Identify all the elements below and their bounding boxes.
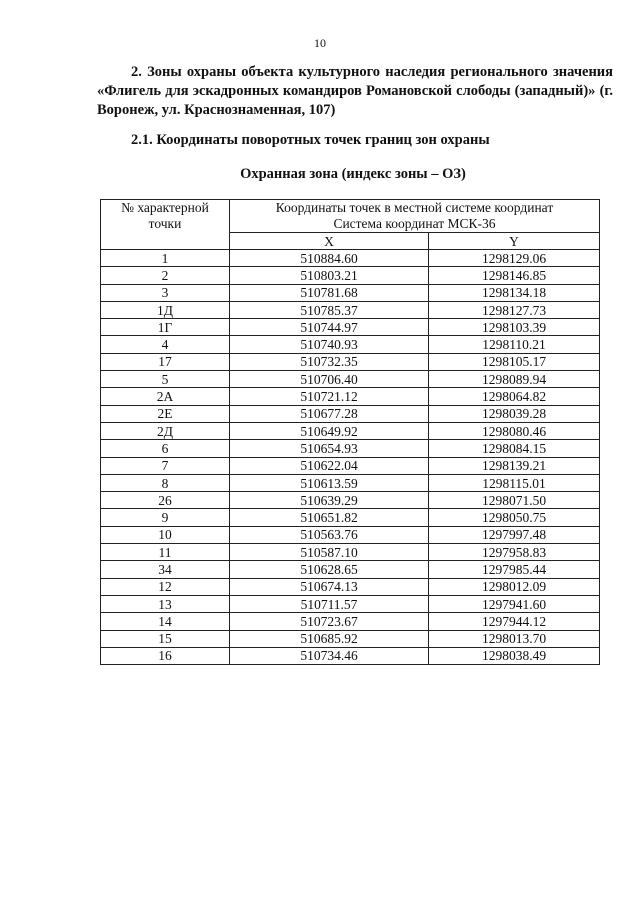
y-cell: 1298129.06 [429,250,600,267]
point-cell: 1Д [101,301,230,318]
x-cell: 510732.35 [230,353,429,370]
x-cell: 510685.92 [230,630,429,647]
point-cell: 2Д [101,422,230,439]
table-row [101,457,600,474]
y-cell: 1298071.50 [429,492,600,509]
coordinates-table [100,199,600,665]
table-row [101,353,600,370]
x-cell: 510803.21 [230,267,429,284]
section-heading: 2. Зоны охраны объекта культурного наследия регионального значения «Флигель для эскадронных командиров Романовской слободы (западный)» (г. Воронеж, ул. Краснознаменная, 107) [97,64,613,118]
y-cell: 1298134.18 [429,284,600,301]
table-row [101,578,600,595]
coordinates-header-line1: Координаты точек в местной системе координат [275,200,554,215]
point-cell: 16 [101,647,230,664]
coordinates-body [101,250,600,665]
y-cell: 1298146.85 [429,267,600,284]
x-cell: 510785.37 [230,301,429,318]
x-cell: 510628.65 [230,561,429,578]
table-row [101,526,600,543]
point-number-header-text: № характерной точки [121,200,209,231]
x-cell: 510613.59 [230,474,429,491]
point-cell: 8 [101,474,230,491]
y-cell: 1298012.09 [429,578,600,595]
y-cell: 1298064.82 [429,388,600,405]
table-row [101,474,600,491]
y-cell: 1298080.46 [429,422,600,439]
subsection-heading: 2.1. Координаты поворотных точек границ зон охраны [131,132,490,148]
point-cell: 34 [101,561,230,578]
table-row [101,319,600,336]
point-cell: 17 [101,353,230,370]
zone-title: Охранная зона (индекс зоны – ОЗ) [240,166,466,182]
table-row [101,388,600,405]
point-cell: 15 [101,630,230,647]
y-cell: 1297944.12 [429,613,600,630]
y-cell: 1298103.39 [429,319,600,336]
y-header: Y [429,233,600,250]
x-cell: 510734.46 [230,647,429,664]
table-row [101,647,600,664]
table-row [101,613,600,630]
point-cell: 2А [101,388,230,405]
x-cell: 510677.28 [230,405,429,422]
table-row [101,509,600,526]
point-cell: 3 [101,284,230,301]
y-cell: 1298039.28 [429,405,600,422]
x-cell: 510654.93 [230,440,429,457]
page-number: 10 [314,36,326,50]
table-row [101,440,600,457]
y-cell: 1297997.48 [429,526,600,543]
x-cell: 510674.13 [230,578,429,595]
point-cell: 10 [101,526,230,543]
point-cell: 2 [101,267,230,284]
x-cell: 510651.82 [230,509,429,526]
table-row [101,371,600,388]
point-cell: 13 [101,595,230,612]
y-cell: 1298127.73 [429,301,600,318]
x-cell: 510721.12 [230,388,429,405]
y-cell: 1298139.21 [429,457,600,474]
point-cell: 11 [101,544,230,561]
x-cell: 510744.97 [230,319,429,336]
table-row [101,422,600,439]
table-row [101,336,600,353]
point-cell: 1 [101,250,230,267]
x-cell: 510884.60 [230,250,429,267]
point-cell: 12 [101,578,230,595]
table-row [101,267,600,284]
y-cell: 1298050.75 [429,509,600,526]
table-row [101,595,600,612]
y-cell: 1298038.49 [429,647,600,664]
y-cell: 1298115.01 [429,474,600,491]
x-cell: 510639.29 [230,492,429,509]
x-cell: 510563.76 [230,526,429,543]
table-row [101,544,600,561]
point-cell: 9 [101,509,230,526]
table-row [101,250,600,267]
y-cell: 1298084.15 [429,440,600,457]
table-row [101,630,600,647]
table-row [101,561,600,578]
point-cell: 26 [101,492,230,509]
table-row [101,405,600,422]
table-row [101,301,600,318]
x-cell: 510711.57 [230,595,429,612]
x-cell: 510723.67 [230,613,429,630]
point-cell: 7 [101,457,230,474]
point-cell: 14 [101,613,230,630]
y-cell: 1298089.94 [429,371,600,388]
point-cell: 2Е [101,405,230,422]
table-row [101,284,600,301]
table-row [101,492,600,509]
x-header: X [230,233,429,250]
x-cell: 510649.92 [230,422,429,439]
y-cell: 1298013.70 [429,630,600,647]
y-cell: 1298105.17 [429,353,600,370]
y-cell: 1297941.60 [429,595,600,612]
x-cell: 510622.04 [230,457,429,474]
y-cell: 1298110.21 [429,336,600,353]
x-cell: 510706.40 [230,371,429,388]
point-cell: 5 [101,371,230,388]
coordinates-header-line2: Система координат МСК-36 [333,216,496,231]
y-cell: 1297958.83 [429,544,600,561]
point-cell: 1Г [101,319,230,336]
x-cell: 510740.93 [230,336,429,353]
x-cell: 510587.10 [230,544,429,561]
point-cell: 6 [101,440,230,457]
coordinates-header [230,200,600,233]
y-cell: 1297985.44 [429,561,600,578]
point-cell: 4 [101,336,230,353]
point-number-header [101,200,230,250]
x-cell: 510781.68 [230,284,429,301]
